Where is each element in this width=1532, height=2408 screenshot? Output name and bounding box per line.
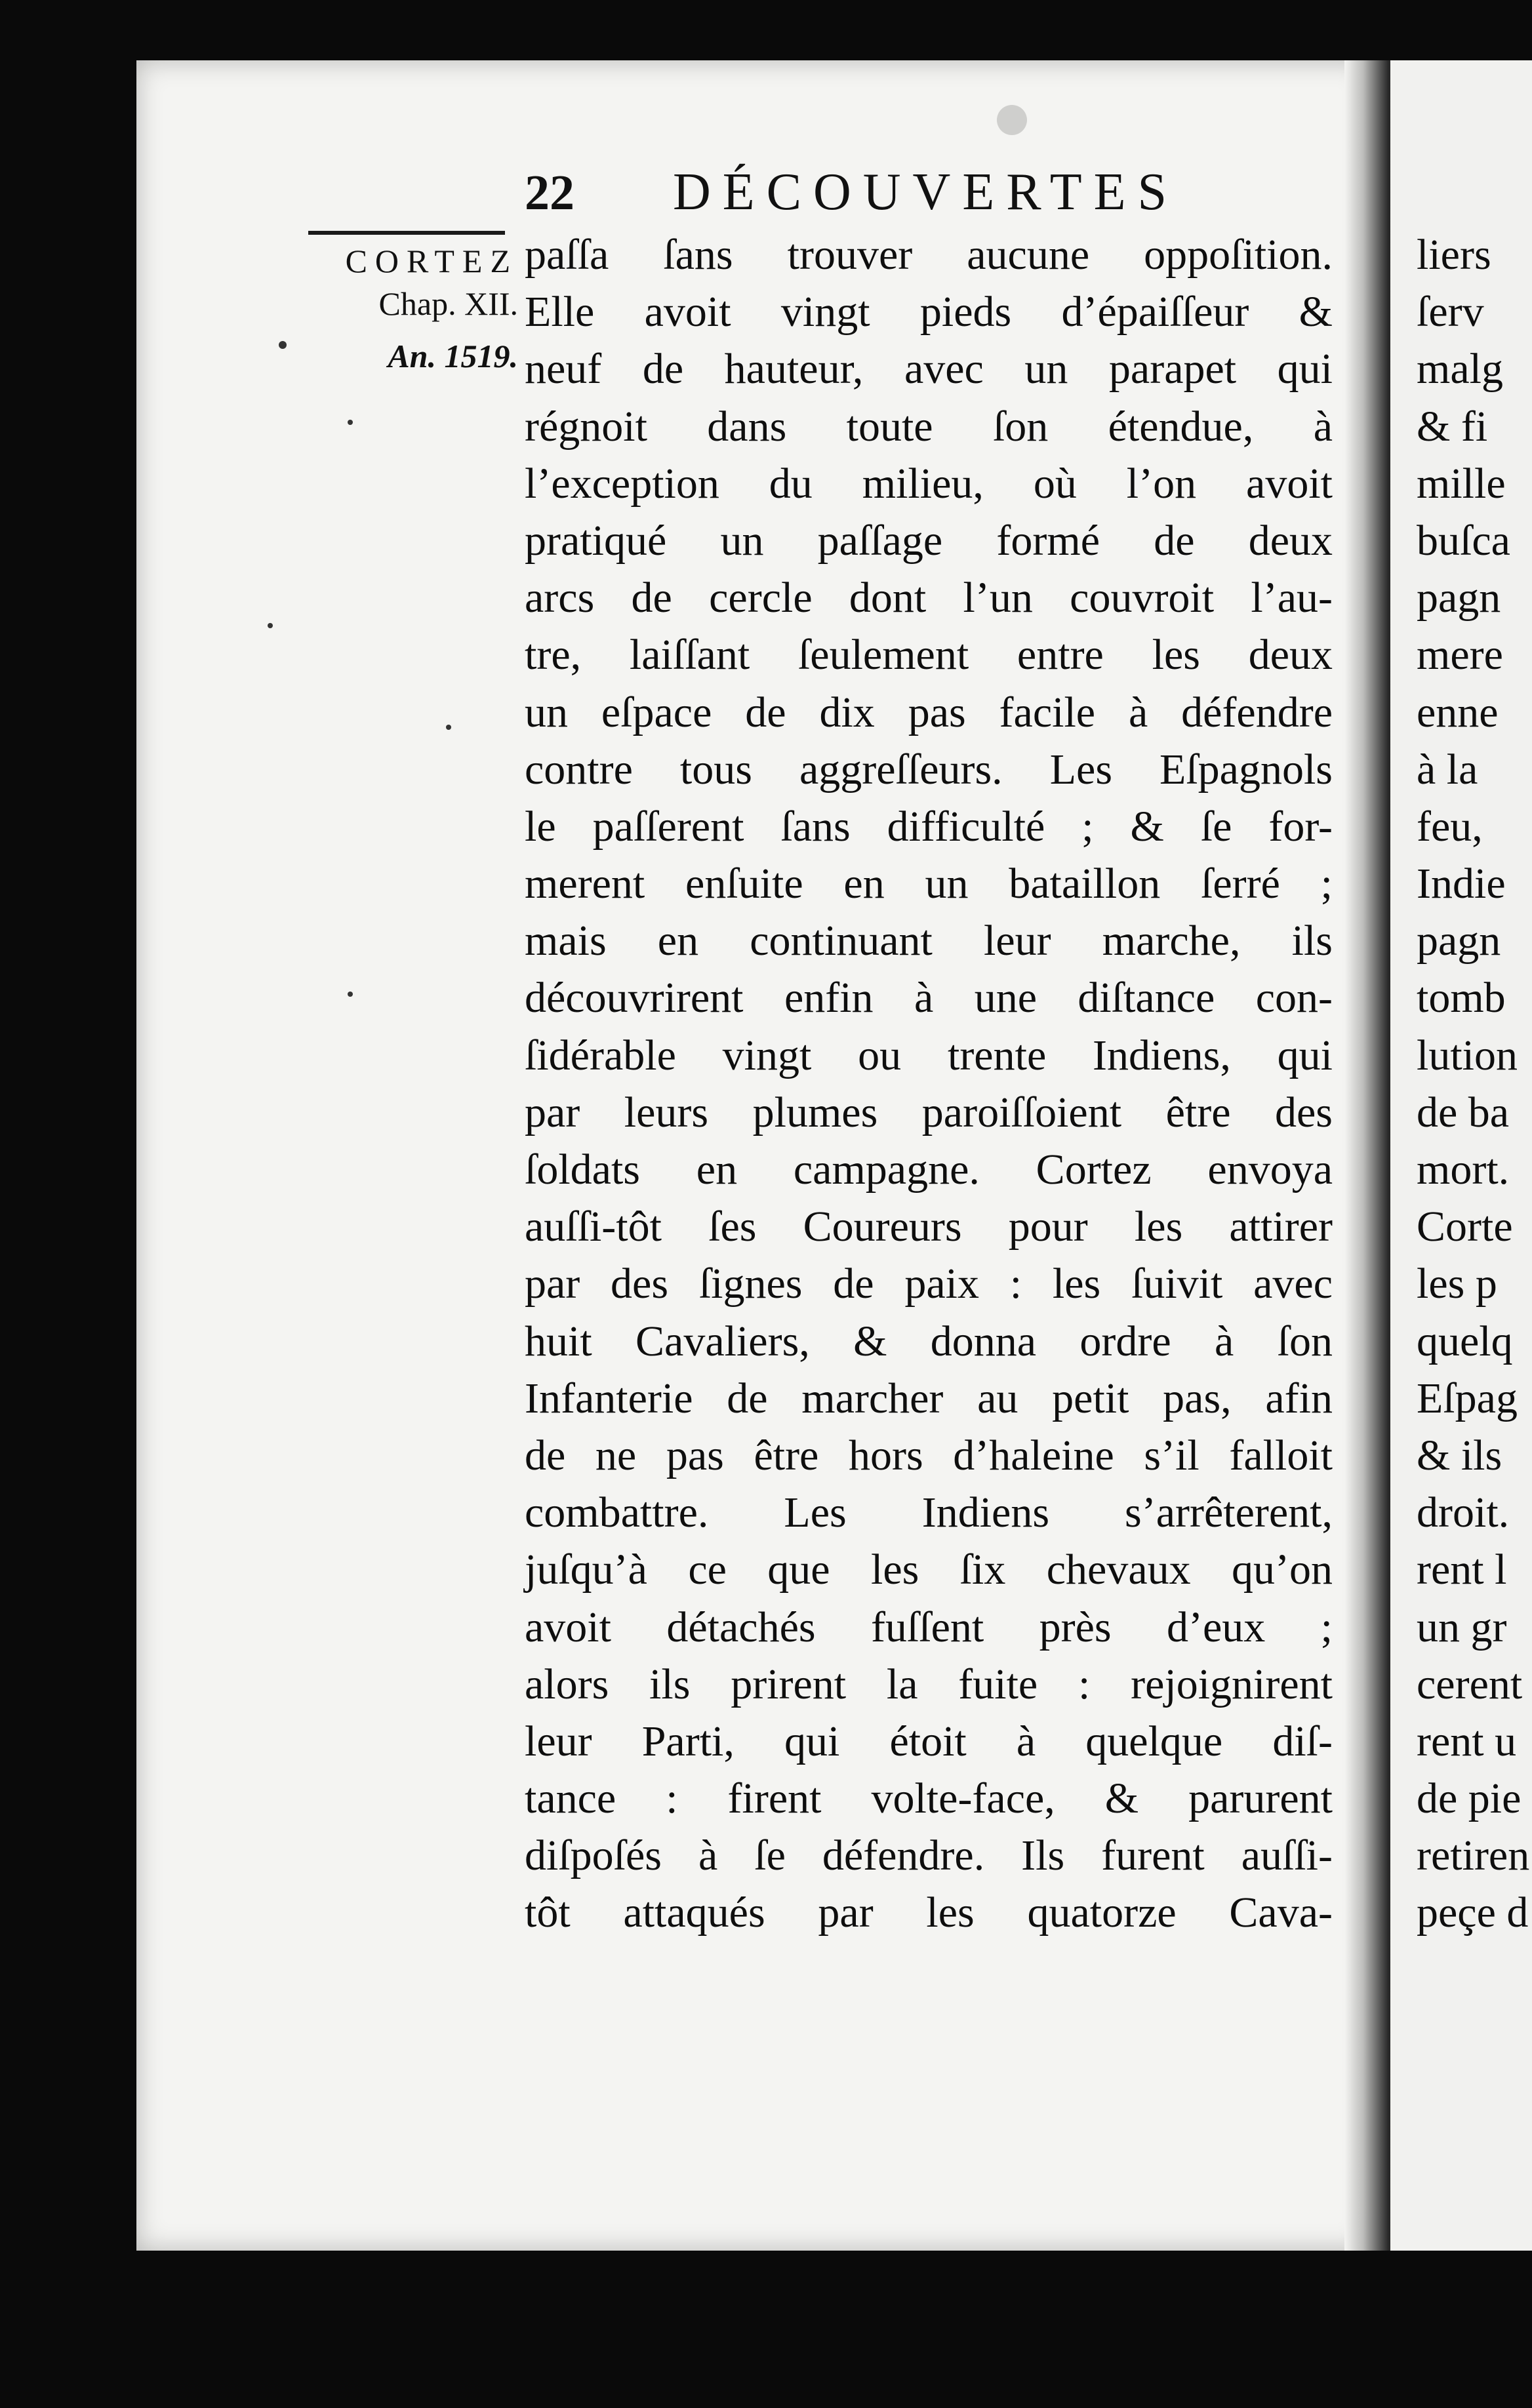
text-line: découvrirent enfin à une diſtance con- [525,974,1333,1022]
right-text-line: lution [1417,1031,1518,1079]
right-text-line: liers [1417,231,1491,279]
ink-speck [446,725,451,730]
right-text-line: Indie [1417,860,1506,908]
text-line: mais en continuant leur marche, ils [525,917,1333,965]
right-text-line: rent l [1417,1546,1507,1594]
text-line: Infanterie de marcher au petit pas, afin [525,1374,1333,1422]
right-text-line: de ba [1417,1088,1510,1136]
right-text-line: mere [1417,631,1503,679]
right-text-line: Eſpag [1417,1374,1518,1422]
text-line: tôt attaqués par les quatorze Cava- [525,1889,1333,1937]
text-line: diſpoſés à ſe défendre. Ils furent auſſi- [525,1832,1333,1880]
right-page-text [1417,226,1532,1942]
running-title: DÉCOUVERTES [673,163,1179,221]
right-text-line: pagn [1417,574,1501,622]
text-line: régnoit dans toute ſon étendue, à [525,402,1333,451]
text-line: pratiqué un paſſage formé de deux [525,516,1333,565]
page-header [525,163,1246,235]
right-text-line: rent u [1417,1717,1517,1765]
text-line: avoit détachés fuſſent près d’eux ; [525,1603,1333,1651]
text-line: tance : firent volte-face, & parurent [525,1775,1333,1823]
body-text [525,226,1333,1942]
page-number: 22 [525,165,574,220]
text-line: auſſi-tôt ſes Coureurs pour les attirer [525,1203,1333,1251]
text-line: merent enſuite en un bataillon ſerré ; [525,860,1333,908]
text-line: ſidérable vingt ou trente Indiens, qui [525,1031,1333,1079]
text-line: contre tous aggreſſeurs. Les Eſpagnols [525,745,1333,793]
right-text-line: buſca [1417,516,1510,565]
right-text-line: ſerv [1417,288,1484,336]
right-text-line: à la [1417,745,1478,793]
right-text-line: quelq [1417,1317,1513,1365]
ink-speck [997,105,1027,135]
text-line: par leurs plumes paroiſſoient être des [525,1088,1333,1136]
text-line: alors ils prirent la fuite : rejoignirent [525,1660,1333,1708]
margin-notes [308,241,518,386]
text-line: Elle avoit vingt pieds d’épaiſſeur & [525,288,1333,336]
header-rule [308,231,505,235]
text-line: l’exception du milieu, où l’on avoit [525,459,1333,508]
right-text-line: les p [1417,1260,1497,1308]
right-text-line: & ils [1417,1431,1502,1479]
right-text-line: peçe d [1417,1889,1529,1937]
text-line: paſſa ſans trouver aucune oppoſition. [525,231,1333,279]
margin-note-chapter: Chap. XII. [378,285,518,322]
text-line: tre, laiſſant ſeulement entre les deux [525,631,1333,679]
right-text-line: enne [1417,688,1499,736]
right-text-line: tomb [1417,974,1506,1022]
right-text-line: mort. [1417,1146,1510,1194]
right-text-line: pagn [1417,917,1501,965]
text-line: arcs de cercle dont l’un couvroit l’au- [525,574,1333,622]
text-line: leur Parti, qui étoit à quelque diſ- [525,1717,1333,1765]
right-text-line: & fi [1417,402,1488,451]
text-line: neuf de hauteur, avec un parapet qui [525,345,1333,393]
text-line: de ne pas être hors d’haleine s’il falloit [525,1431,1333,1479]
right-text-line: mille [1417,459,1506,508]
right-text-line: retiren [1417,1832,1530,1880]
right-text-line: de pie [1417,1775,1522,1823]
ink-speck [279,341,287,349]
text-line: par des ſignes de paix : les ſuivit avec [525,1260,1333,1308]
right-text-line: Corte [1417,1203,1513,1251]
right-text-line: malg [1417,345,1503,393]
ink-speck [348,992,353,997]
text-line: huit Cavaliers, & donna ordre à ſon [525,1317,1333,1365]
margin-note-year: An. 1519. [388,338,518,374]
text-line: juſqu’à ce que les ſix chevaux qu’on [525,1546,1333,1594]
margin-note-name: CORTEZ [345,243,518,279]
text-line: ſoldats en campagne. Cortez envoya [525,1146,1333,1194]
ink-speck [268,623,273,628]
right-text-line: droit. [1417,1489,1510,1537]
text-line: un eſpace de dix pas facile à défendre [525,688,1333,736]
text-line: combattre. Les Indiens s’arrêterent, [525,1489,1333,1537]
right-text-line: feu, [1417,802,1483,851]
right-text-line: cerent [1417,1660,1523,1708]
text-line: le paſſerent ſans difficulté ; & ſe for- [525,802,1333,851]
ink-speck [348,420,353,425]
right-text-line: un gr [1417,1603,1507,1651]
